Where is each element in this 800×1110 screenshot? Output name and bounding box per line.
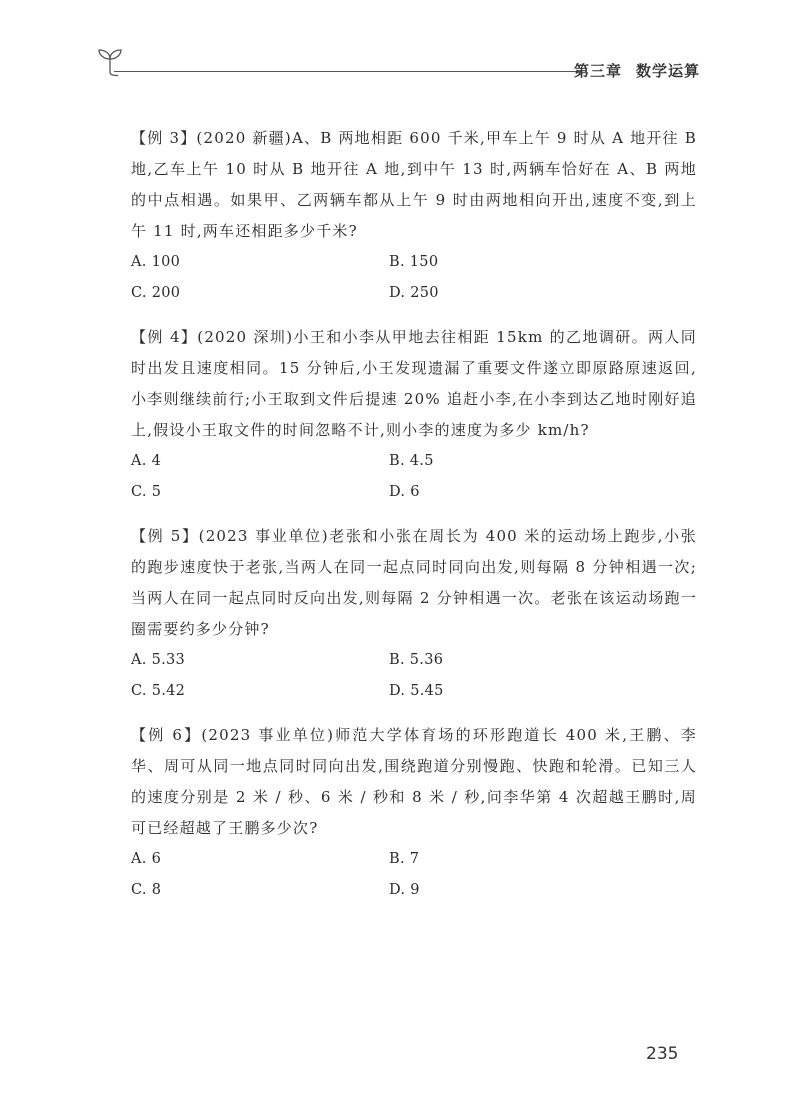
option-a: A. 6	[131, 851, 162, 867]
chapter-title: 数学运算	[635, 62, 700, 80]
option-a: A. 4	[131, 453, 162, 469]
option-a: A. 5.33	[131, 652, 186, 668]
option-b: B. 150	[389, 254, 439, 270]
page-header	[96, 40, 700, 80]
answer-options	[131, 247, 697, 309]
option-c: C. 5.42	[131, 683, 186, 699]
option-d: D. 6	[389, 484, 420, 500]
answer-options	[131, 446, 697, 508]
answer-options	[131, 844, 697, 906]
option-a: A. 100	[131, 254, 181, 270]
chapter-number: 第三章	[573, 62, 622, 80]
question-example-5	[131, 521, 697, 707]
option-b: B. 4.5	[389, 453, 434, 469]
option-c: C. 5	[131, 484, 162, 500]
option-d: D. 9	[389, 882, 420, 898]
chapter-heading	[574, 60, 700, 81]
question-example-4	[131, 322, 697, 508]
question-example-3	[131, 123, 697, 309]
option-c: C. 200	[131, 285, 181, 301]
option-c: C. 8	[131, 882, 162, 898]
page-number: 235	[646, 1044, 679, 1064]
option-d: D. 5.45	[389, 683, 444, 699]
sprout-icon	[96, 42, 124, 78]
question-stem: 【例 5】(2023 事业单位)老张和小张在周长为 400 米的运动场上跑步,小张的跑步速度快于老张,当两人在同一起点同时同向出发,则每隔 8 分钟相遇一次;当两人在同一起点同时反向出发,则每隔 2 分钟相遇一次。老张在该运动场跑一圈需要约多少分钟?	[131, 527, 697, 638]
question-stem: 【例 4】(2020 深圳)小王和小李从甲地去往相距 15km 的乙地调研。两人同时出发且速度相同。15 分钟后,小王发现遗漏了重要文件遂立即原路原速返回,小李则继续前行;小王取到文件后提速 20% 追赶小李,在小李到达乙地时刚好追上,假设小王取文件的时间忽略不计,则小李的速度为多少 km/h?	[131, 328, 697, 439]
answer-options	[131, 645, 697, 707]
option-b: B. 5.36	[389, 652, 444, 668]
question-stem: 【例 3】(2020 新疆)A、B 两地相距 600 千米,甲车上午 9 时从 A 地开往 B 地,乙车上午 10 时从 B 地开往 A 地,到中午 13 时,两辆车恰好在 A、B 两地的中点相遇。如果甲、乙两辆车都从上午 9 时由两地相向开出,速度不变,到上午 11 时,两车还相距多少千米?	[131, 129, 697, 240]
header-rule	[114, 71, 582, 72]
page-content	[131, 123, 697, 919]
question-example-6	[131, 720, 697, 906]
option-b: B. 7	[389, 851, 420, 867]
option-d: D. 250	[389, 285, 439, 301]
question-stem: 【例 6】(2023 事业单位)师范大学体育场的环形跑道长 400 米,王鹏、李华、周可从同一地点同时同向出发,围绕跑道分别慢跑、快跑和轮滑。已知三人的速度分别是 2 米 / 秒、6 米 / 秒和 8 米 / 秒,问李华第 4 次超越王鹏时,周可已经超越了王鹏多少次?	[131, 726, 697, 837]
